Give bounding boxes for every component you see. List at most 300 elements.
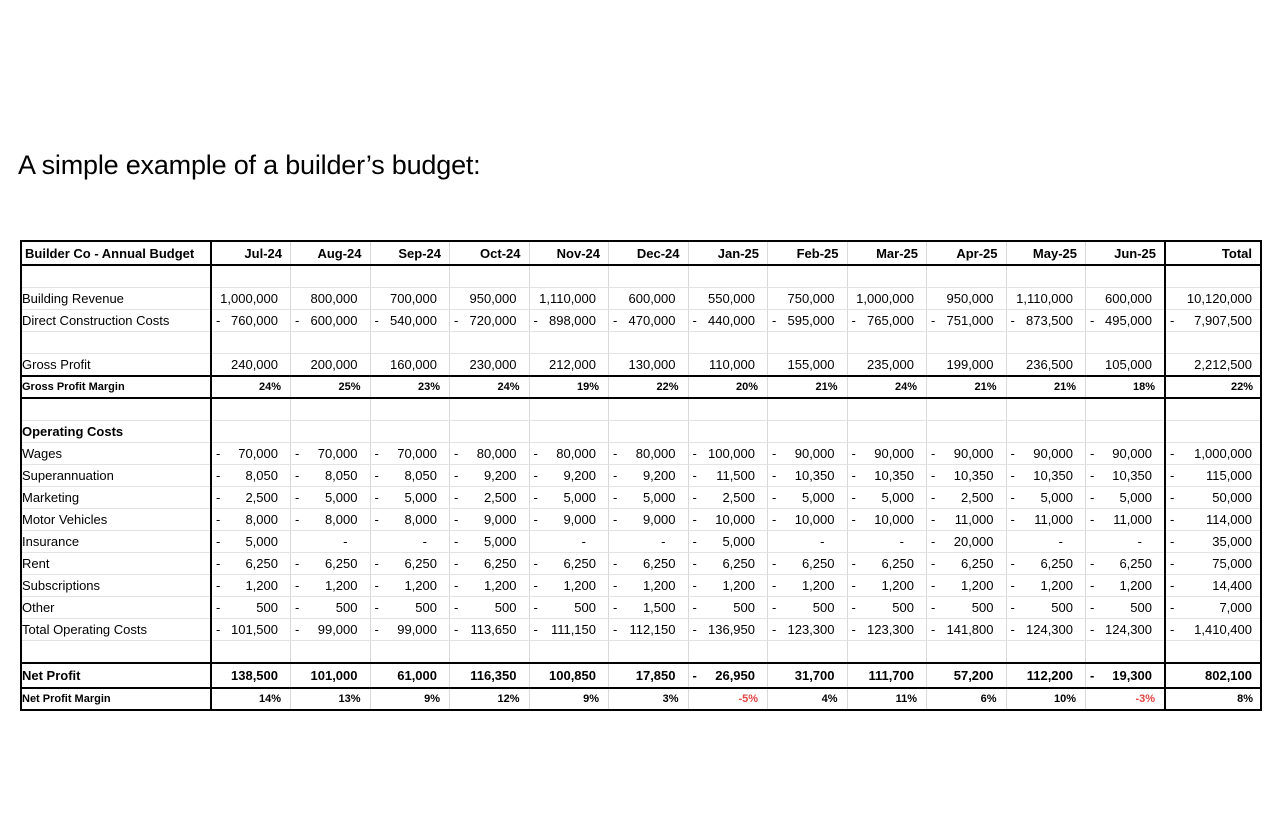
value-cell [291,332,371,354]
value-cell: - 5,000 [847,487,927,509]
total-cell [1165,398,1261,421]
row-label: Other [21,597,211,619]
value-cell: 199,000 [927,354,1007,377]
total-cell: - 7,000 [1165,597,1261,619]
value-cell [291,421,371,443]
value-cell [847,265,927,288]
row-label: Subscriptions [21,575,211,597]
value-cell [291,641,371,664]
value-cell: 13% [291,688,371,710]
value-cell: - 8,050 [370,465,450,487]
value-cell: 550,000 [688,288,768,310]
value-cell: - 5,000 [688,531,768,553]
value-cell [847,641,927,664]
value-cell: 155,000 [768,354,848,377]
table-row [21,663,1261,688]
value-cell [927,332,1007,354]
value-cell: - 10,350 [768,465,848,487]
value-cell: - 100,000 [688,443,768,465]
value-cell: 100,850 [529,663,609,688]
total-cell: - 75,000 [1165,553,1261,575]
table-row [21,443,1261,465]
page-title: A simple example of a builder’s budget: [18,150,481,180]
value-cell: 23% [370,376,450,398]
value-cell [1086,421,1166,443]
value-cell: 14% [211,688,291,710]
value-cell: - 1,200 [768,575,848,597]
value-cell: 25% [291,376,371,398]
value-cell: - 540,000 [370,310,450,332]
value-cell: - 80,000 [529,443,609,465]
value-cell: - 873,500 [1006,310,1086,332]
value-cell: 11% [847,688,927,710]
value-cell [768,332,848,354]
value-cell: - 90,000 [1006,443,1086,465]
value-cell: 24% [847,376,927,398]
value-cell: 950,000 [450,288,530,310]
value-cell: - 20,000 [927,531,1007,553]
value-cell: 212,000 [529,354,609,377]
value-cell [529,398,609,421]
row-label: Net Profit [21,663,211,688]
table-row [21,398,1261,421]
value-cell: - 1,200 [609,575,689,597]
value-cell: - 99,000 [291,619,371,641]
value-cell [927,641,1007,664]
value-cell [1086,398,1166,421]
value-cell: - 10,000 [847,509,927,531]
value-cell [211,641,291,664]
row-label: Marketing [21,487,211,509]
value-cell: 9% [370,688,450,710]
row-label: Operating Costs [21,421,211,443]
value-cell: - 5,000 [1086,487,1166,509]
table-row [21,421,1261,443]
value-cell [529,641,609,664]
value-cell [370,641,450,664]
total-cell: - 35,000 [1165,531,1261,553]
value-cell: - 720,000 [450,310,530,332]
value-cell: - [1006,531,1086,553]
value-cell: - 9,200 [529,465,609,487]
value-cell: - 500 [370,597,450,619]
value-cell: 10% [1006,688,1086,710]
value-cell: 112,200 [1006,663,1086,688]
total-cell: - 14,400 [1165,575,1261,597]
value-cell [450,398,530,421]
value-cell: 31,700 [768,663,848,688]
table-row [21,332,1261,354]
value-cell: - 19,300 [1086,663,1166,688]
value-cell [1086,332,1166,354]
value-cell: - 5,000 [211,531,291,553]
value-cell: 3% [609,688,689,710]
value-cell: 700,000 [370,288,450,310]
table-row [21,288,1261,310]
value-cell: - 1,200 [847,575,927,597]
value-cell: 600,000 [609,288,689,310]
total-cell: - 1,000,000 [1165,443,1261,465]
value-cell: - 124,300 [1086,619,1166,641]
value-cell [1006,265,1086,288]
total-cell: 10,120,000 [1165,288,1261,310]
value-cell [768,421,848,443]
value-cell: - 101,500 [211,619,291,641]
total-cell: 2,212,500 [1165,354,1261,377]
value-cell: 1,110,000 [529,288,609,310]
value-cell: - 11,000 [927,509,1007,531]
value-cell: - 595,000 [768,310,848,332]
value-cell: 20% [688,376,768,398]
row-label: Direct Construction Costs [21,310,211,332]
value-cell: - 70,000 [370,443,450,465]
budget-table-body [21,265,1261,710]
table-row [21,487,1261,509]
value-cell: - 2,500 [927,487,1007,509]
row-label [21,332,211,354]
value-cell [609,641,689,664]
value-cell: 200,000 [291,354,371,377]
value-cell: 750,000 [768,288,848,310]
column-header-month: Nov-24 [529,241,609,265]
value-cell [609,265,689,288]
value-cell: - 1,500 [609,597,689,619]
value-cell: - 500 [211,597,291,619]
value-cell [450,641,530,664]
value-cell: - 5,000 [529,487,609,509]
value-cell: - 500 [1006,597,1086,619]
value-cell: 1,000,000 [847,288,927,310]
value-cell: - 6,250 [370,553,450,575]
value-cell: - 10,000 [688,509,768,531]
value-cell: - 500 [768,597,848,619]
value-cell: - 6,250 [529,553,609,575]
value-cell [847,398,927,421]
total-cell: - 50,000 [1165,487,1261,509]
value-cell: 950,000 [927,288,1007,310]
value-cell: - 760,000 [211,310,291,332]
value-cell: 21% [927,376,1007,398]
row-label: Gross Profit [21,354,211,377]
row-label [21,641,211,664]
row-label: Total Operating Costs [21,619,211,641]
value-cell [450,332,530,354]
value-cell: - 5,000 [768,487,848,509]
table-row [21,619,1261,641]
value-cell: - 6,250 [609,553,689,575]
value-cell: 130,000 [609,354,689,377]
value-cell: - 600,000 [291,310,371,332]
value-cell [688,641,768,664]
value-cell: 19% [529,376,609,398]
value-cell: - 500 [450,597,530,619]
value-cell: - 136,950 [688,619,768,641]
value-cell [1006,641,1086,664]
value-cell: 18% [1086,376,1166,398]
row-label: Insurance [21,531,211,553]
table-row [21,354,1261,377]
value-cell: - [529,531,609,553]
value-cell [927,265,1007,288]
value-cell: - 500 [529,597,609,619]
table-row [21,310,1261,332]
value-cell: 57,200 [927,663,1007,688]
value-cell: - 495,000 [1086,310,1166,332]
total-cell [1165,332,1261,354]
value-cell: - 1,200 [1086,575,1166,597]
value-cell: - 1,200 [211,575,291,597]
total-cell: 22% [1165,376,1261,398]
value-cell [1006,421,1086,443]
value-cell: - 5,000 [1006,487,1086,509]
value-cell [370,398,450,421]
value-cell [768,641,848,664]
value-cell: - 9,000 [609,509,689,531]
value-cell: - 500 [927,597,1007,619]
value-cell: - 90,000 [847,443,927,465]
value-cell: - 9,200 [450,465,530,487]
value-cell: 160,000 [370,354,450,377]
value-cell: - 751,000 [927,310,1007,332]
value-cell: - 123,300 [768,619,848,641]
value-cell: - [370,531,450,553]
value-cell: - 765,000 [847,310,927,332]
value-cell: - 1,200 [450,575,530,597]
table-row [21,531,1261,553]
value-cell: - 6,250 [450,553,530,575]
value-cell: 24% [450,376,530,398]
column-header-month: Dec-24 [609,241,689,265]
value-cell: - 6,250 [1086,553,1166,575]
value-cell: 116,350 [450,663,530,688]
value-cell: - 2,500 [450,487,530,509]
column-header-month: Jun-25 [1086,241,1166,265]
value-cell: - 6,250 [688,553,768,575]
value-cell: 800,000 [291,288,371,310]
row-label: Wages [21,443,211,465]
value-cell: - 2,500 [688,487,768,509]
column-header-month: Sep-24 [370,241,450,265]
value-cell: - 6,250 [1006,553,1086,575]
value-cell [529,421,609,443]
value-cell: 105,000 [1086,354,1166,377]
value-cell: - 10,350 [927,465,1007,487]
value-cell: 21% [768,376,848,398]
column-header-month: Aug-24 [291,241,371,265]
table-row [21,465,1261,487]
value-cell: - 6,250 [211,553,291,575]
value-cell: - 440,000 [688,310,768,332]
value-cell [688,265,768,288]
column-header-month: Oct-24 [450,241,530,265]
value-cell: - 2,500 [211,487,291,509]
value-cell: - 1,200 [1006,575,1086,597]
value-cell: 21% [1006,376,1086,398]
column-header-month: Apr-25 [927,241,1007,265]
value-cell [450,421,530,443]
value-cell [529,265,609,288]
value-cell [1006,398,1086,421]
value-cell: - 70,000 [211,443,291,465]
row-label: Net Profit Margin [21,688,211,710]
value-cell: - [1086,531,1166,553]
value-cell: 12% [450,688,530,710]
value-cell: - 8,050 [211,465,291,487]
value-cell [847,421,927,443]
value-cell: - 5,000 [609,487,689,509]
value-cell: - 1,200 [370,575,450,597]
value-cell: - 500 [291,597,371,619]
value-cell [688,421,768,443]
total-cell: 8% [1165,688,1261,710]
table-row [21,509,1261,531]
total-cell: - 115,000 [1165,465,1261,487]
total-cell [1165,265,1261,288]
total-cell: - 114,000 [1165,509,1261,531]
value-cell [291,265,371,288]
table-row [21,265,1261,288]
value-cell: 4% [768,688,848,710]
value-cell [450,265,530,288]
row-label: Rent [21,553,211,575]
column-header-total: Total [1165,241,1261,265]
value-cell: - 112,150 [609,619,689,641]
value-cell: 230,000 [450,354,530,377]
value-cell: - 26,950 [688,663,768,688]
value-cell: - 5,000 [450,531,530,553]
value-cell [370,421,450,443]
value-cell: - 90,000 [768,443,848,465]
value-cell: 240,000 [211,354,291,377]
value-cell: - 11,500 [688,465,768,487]
table-row [21,553,1261,575]
value-cell: 1,000,000 [211,288,291,310]
value-cell: - 124,300 [1006,619,1086,641]
budget-table-container [20,240,1262,711]
value-cell [211,398,291,421]
value-cell: - 6,250 [291,553,371,575]
value-cell: - 123,300 [847,619,927,641]
table-row [21,575,1261,597]
value-cell: 24% [211,376,291,398]
value-cell: - 500 [1086,597,1166,619]
value-cell: - 470,000 [609,310,689,332]
value-cell [609,421,689,443]
row-label: Gross Profit Margin [21,376,211,398]
value-cell: - 10,000 [768,509,848,531]
value-cell: - 898,000 [529,310,609,332]
value-cell: - [768,531,848,553]
value-cell: - [847,531,927,553]
value-cell: - 70,000 [291,443,371,465]
value-cell: - 11,000 [1086,509,1166,531]
table-row [21,376,1261,398]
budget-table [20,240,1262,711]
value-cell [291,398,371,421]
value-cell: - 10,350 [847,465,927,487]
row-label [21,265,211,288]
value-cell [927,398,1007,421]
value-cell: - 10,350 [1006,465,1086,487]
value-cell [927,421,1007,443]
value-cell [768,265,848,288]
value-cell [609,332,689,354]
value-cell: - 8,000 [370,509,450,531]
value-cell: - 9,000 [450,509,530,531]
value-cell: 236,500 [1006,354,1086,377]
total-cell: - 7,907,500 [1165,310,1261,332]
value-cell [370,332,450,354]
value-cell: 600,000 [1086,288,1166,310]
value-cell [211,421,291,443]
value-cell: - [609,531,689,553]
value-cell: - 99,000 [370,619,450,641]
value-cell: 22% [609,376,689,398]
column-header-month: Jan-25 [688,241,768,265]
value-cell: - 141,800 [927,619,1007,641]
row-label [21,398,211,421]
row-label: Motor Vehicles [21,509,211,531]
value-cell [688,332,768,354]
value-cell: - 9,200 [609,465,689,487]
value-cell: - 5,000 [291,487,371,509]
total-cell: 802,100 [1165,663,1261,688]
value-cell: - 500 [688,597,768,619]
table-row [21,688,1261,710]
column-header-month: Feb-25 [768,241,848,265]
value-cell: - 5,000 [370,487,450,509]
table-row [21,641,1261,664]
header-row [21,241,1261,265]
value-cell: 111,700 [847,663,927,688]
value-cell: - 1,200 [529,575,609,597]
value-cell: - 11,000 [1006,509,1086,531]
value-cell: - 1,200 [927,575,1007,597]
value-cell [847,332,927,354]
value-cell [211,265,291,288]
value-cell: 101,000 [291,663,371,688]
row-label: Building Revenue [21,288,211,310]
value-cell [609,398,689,421]
value-cell: - 8,000 [211,509,291,531]
value-cell: - 1,200 [291,575,371,597]
table-row [21,597,1261,619]
value-cell: 110,000 [688,354,768,377]
value-cell: - 8,000 [291,509,371,531]
value-cell: - 6,250 [768,553,848,575]
value-cell: - 6,250 [927,553,1007,575]
value-cell: -5% [688,688,768,710]
value-cell: - 111,150 [529,619,609,641]
value-cell: 235,000 [847,354,927,377]
value-cell: - 80,000 [609,443,689,465]
row-label: Superannuation [21,465,211,487]
value-cell: 1,110,000 [1006,288,1086,310]
value-cell [211,332,291,354]
value-cell [529,332,609,354]
value-cell: - 90,000 [927,443,1007,465]
value-cell: - 90,000 [1086,443,1166,465]
value-cell: - 9,000 [529,509,609,531]
value-cell [1086,641,1166,664]
value-cell [688,398,768,421]
value-cell: 17,850 [609,663,689,688]
value-cell [768,398,848,421]
value-cell: - 500 [847,597,927,619]
column-header-month: Jul-24 [211,241,291,265]
column-header-month: May-25 [1006,241,1086,265]
value-cell [1086,265,1166,288]
